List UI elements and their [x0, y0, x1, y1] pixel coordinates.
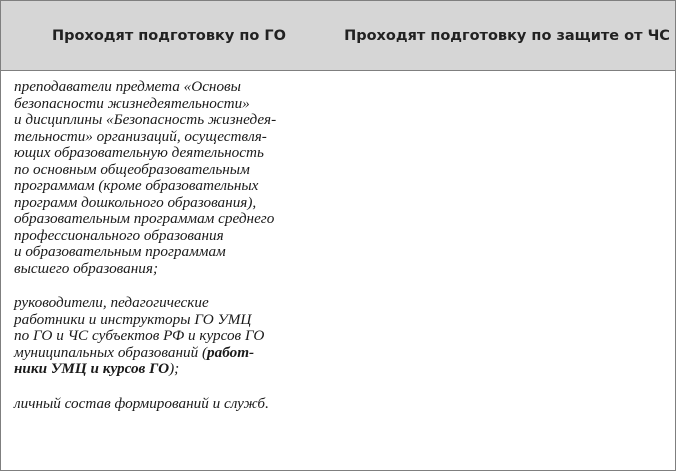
text-line: программ дошкольного образования),: [14, 193, 257, 211]
text-line: по ГО и ЧС субъектов РФ и курсов ГО: [14, 327, 265, 344]
text-line: работники и инструкторы ГО УМЦ: [14, 310, 252, 328]
paragraph-managers-instructors: [14, 295, 334, 378]
header-civil-defense-training: Проходят подготовку по ГО: [52, 27, 286, 44]
text-line: ющих образовательную деятельность: [14, 144, 264, 161]
paragraph-teachers: [14, 79, 334, 277]
table-header-row: [1, 1, 675, 71]
text-line: профессионального образования: [14, 226, 224, 244]
text-line: [14, 345, 334, 362]
left-column-cell: [14, 79, 334, 412]
text-line: и дисциплины «Безопасность жизнедея-: [14, 111, 277, 128]
text-line: высшего образования;: [14, 259, 159, 277]
header-emergency-protection-training: Проходят подготовку по защите от ЧС: [344, 27, 670, 44]
bold-fragment: работ-: [207, 343, 255, 361]
paragraph-personnel: [14, 396, 334, 413]
text-fragment: );: [169, 360, 180, 377]
text-line: тельности» организаций, осуществля-: [14, 127, 267, 145]
text-line: безопасности жизнедеятельности»: [14, 94, 250, 112]
text-line: и образовательным программам: [14, 243, 226, 260]
text-line: [14, 361, 334, 378]
text-line: руководители, педагогические: [14, 294, 209, 311]
text-line: образовательным программам среднего: [14, 210, 275, 227]
bold-fragment: ники УМЦ и курсов ГО: [14, 360, 170, 377]
text-line: личный состав формирований и служб.: [14, 394, 269, 412]
text-line: преподаватели предмета «Основы: [14, 78, 241, 95]
text-line: программам (кроме образовательных: [14, 177, 259, 194]
text-fragment: муниципальных образований (: [14, 343, 208, 361]
text-line: по основным общеобразовательным: [14, 160, 250, 178]
